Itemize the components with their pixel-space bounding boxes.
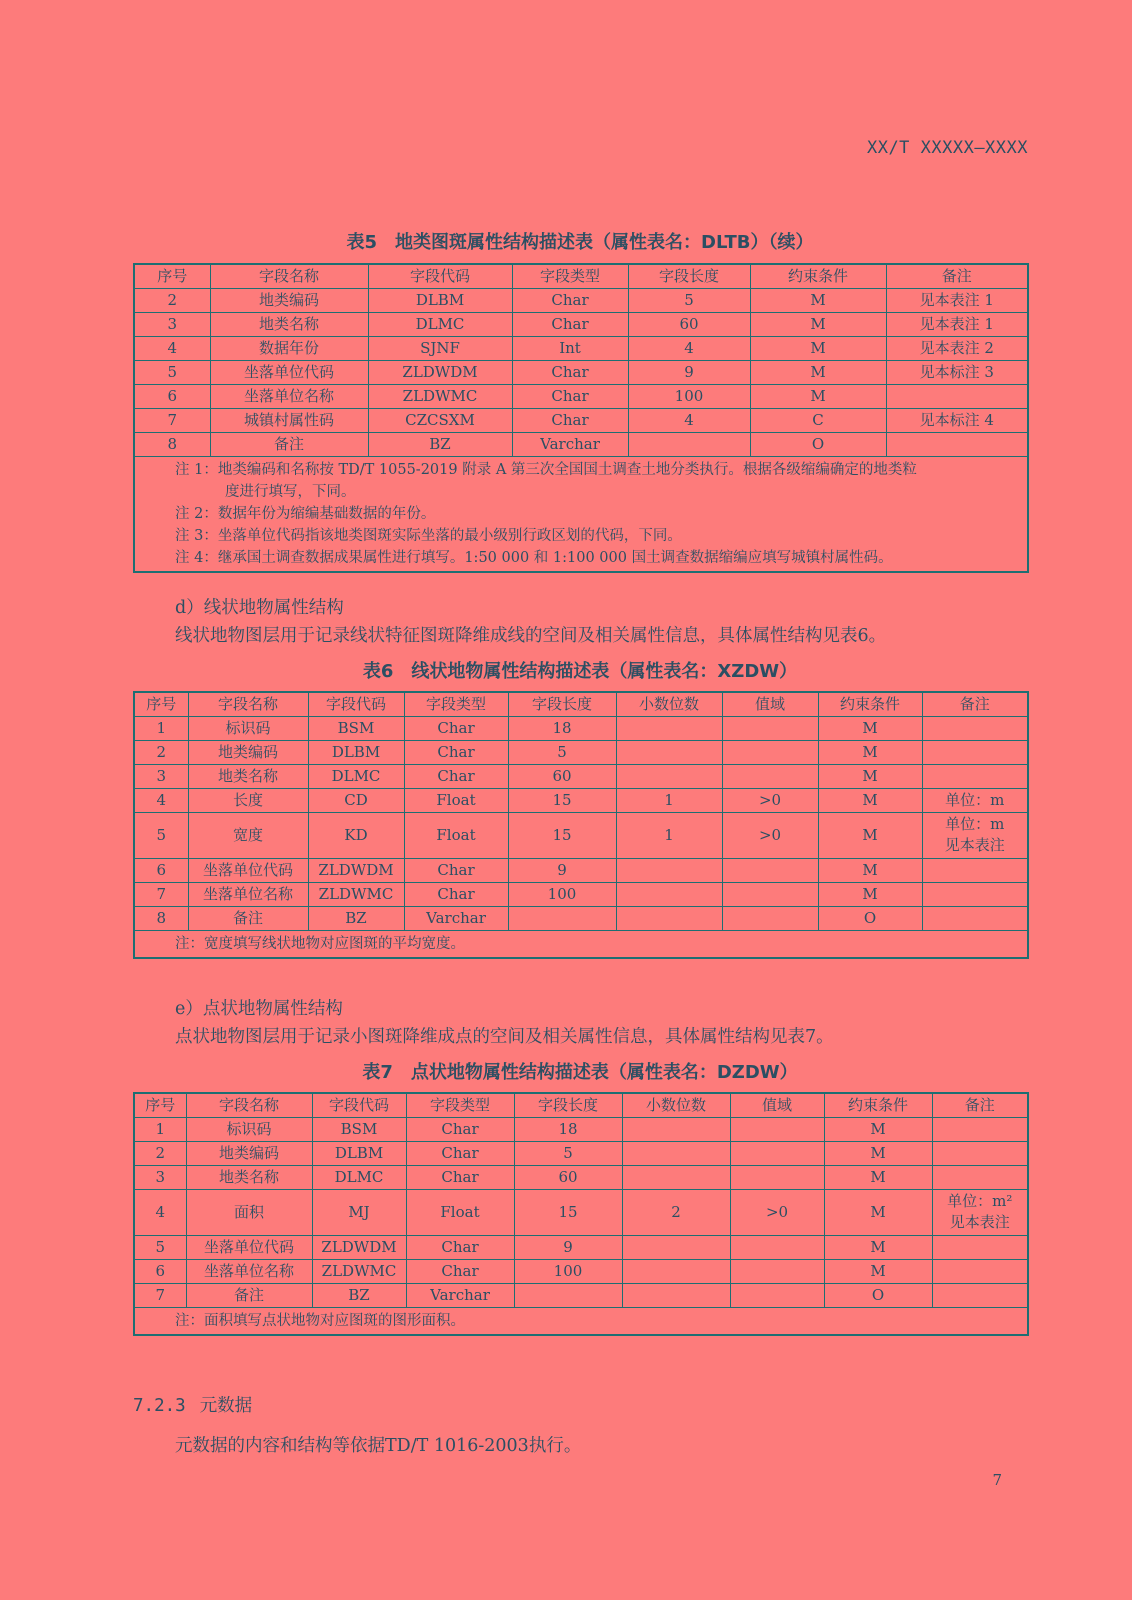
table-cell: Char: [404, 764, 508, 788]
table-row: [134, 1189, 1028, 1235]
table-cell: 5: [134, 1235, 186, 1259]
table-cell: [932, 1235, 1028, 1259]
table-cell: Char: [406, 1141, 514, 1165]
table5-header-row: [134, 264, 1028, 288]
table-cell: [730, 1259, 824, 1283]
table-cell: [932, 1189, 1028, 1235]
table-row: [134, 764, 1028, 788]
column-header: 字段类型: [406, 1093, 514, 1117]
table-cell: ZLDWDM: [308, 858, 404, 882]
table-cell: 4: [134, 1189, 186, 1235]
table-cell: >0: [730, 1189, 824, 1235]
table-cell: [622, 1141, 730, 1165]
table-cell: Char: [406, 1117, 514, 1141]
table-cell: 坐落单位名称: [188, 882, 308, 906]
table-cell: 1: [616, 812, 722, 858]
table-cell: Varchar: [512, 432, 628, 456]
column-header: 字段代码: [308, 692, 404, 716]
table5: [133, 263, 1029, 573]
table-cell: 宽度: [188, 812, 308, 858]
table-cell: Char: [512, 384, 628, 408]
table-cell: 见本表注 1: [886, 288, 1028, 312]
note-line: 注 4：继承国土调查数据成果属性进行填写。1:50 000 和 1:100 000 国土调查数据缩编应填写城镇村属性码。: [175, 549, 893, 566]
table-cell: 见本表注 2: [886, 336, 1028, 360]
table-row: [134, 1141, 1028, 1165]
column-header: 值域: [730, 1093, 824, 1117]
table-cell: 2: [134, 740, 188, 764]
table-cell: [932, 1283, 1028, 1307]
table-row: [134, 788, 1028, 812]
table-cell: 1: [616, 788, 722, 812]
table-cell: 1: [134, 1117, 186, 1141]
table-cell: 坐落单位代码: [186, 1235, 312, 1259]
table-cell: 4: [134, 336, 210, 360]
section-723-text: 元数据的内容和结构等依据TD/T 1016-2003执行。: [175, 1436, 582, 1456]
column-header: 序号: [134, 692, 188, 716]
table-cell: [722, 858, 818, 882]
table-cell: 6: [134, 1259, 186, 1283]
table-cell: 地类名称: [188, 764, 308, 788]
table-cell: Char: [406, 1235, 514, 1259]
table-cell: [932, 1259, 1028, 1283]
table-cell: BZ: [368, 432, 512, 456]
table-cell: [730, 1141, 824, 1165]
table-cell: [922, 882, 1028, 906]
table-cell: 长度: [188, 788, 308, 812]
table-cell: 8: [134, 432, 210, 456]
table-cell: 地类编码: [186, 1141, 312, 1165]
table-cell: 18: [508, 716, 616, 740]
table-cell: 坐落单位代码: [188, 858, 308, 882]
column-header: 字段名称: [188, 692, 308, 716]
table-cell: [922, 740, 1028, 764]
table-cell: Char: [406, 1259, 514, 1283]
table-note: [134, 930, 1028, 958]
table-cell: DLMC: [308, 764, 404, 788]
table-cell: ZLDWDM: [312, 1235, 406, 1259]
table-cell: 9: [508, 858, 616, 882]
table-cell: 100: [508, 882, 616, 906]
column-header: 备注: [922, 692, 1028, 716]
table-cell: M: [818, 812, 922, 858]
table-cell: [730, 1117, 824, 1141]
table-cell: 7: [134, 1283, 186, 1307]
table-cell: [622, 1117, 730, 1141]
table-cell: Varchar: [404, 906, 508, 930]
table-cell: DLBM: [312, 1141, 406, 1165]
cell-line: 见本表注: [949, 1213, 1010, 1231]
table-row: [134, 360, 1028, 384]
note-line: 注 2：数据年份为缩编基础数据的年份。: [175, 505, 436, 522]
table-cell: BSM: [308, 716, 404, 740]
table-cell: Char: [512, 360, 628, 384]
table-cell: M: [824, 1259, 932, 1283]
note-line: 注 3：坐落单位代码指该地类图斑实际坐落的最小级别行政区划的代码，下同。: [175, 527, 682, 544]
table-row: [134, 336, 1028, 360]
table-cell: 3: [134, 312, 210, 336]
table-cell: 坐落单位名称: [186, 1259, 312, 1283]
table-row: [134, 906, 1028, 930]
table-cell: 标识码: [188, 716, 308, 740]
table-cell: [932, 1165, 1028, 1189]
table-cell: 18: [514, 1117, 622, 1141]
table-cell: 1: [134, 716, 188, 740]
table-row: [134, 1283, 1028, 1307]
page-number: 7: [992, 1471, 1002, 1489]
table-cell: 面积: [186, 1189, 312, 1235]
table-note-row: [134, 1307, 1028, 1335]
note-line: 度进行填写，下同。: [225, 483, 356, 500]
table-cell: [722, 764, 818, 788]
table-row: [134, 432, 1028, 456]
table-cell: 100: [514, 1259, 622, 1283]
table-cell: 60: [508, 764, 616, 788]
table-cell: M: [824, 1117, 932, 1141]
table-cell: Char: [404, 716, 508, 740]
column-header: 约束条件: [818, 692, 922, 716]
table-cell: CZCSXM: [368, 408, 512, 432]
table-cell: M: [750, 360, 886, 384]
table-cell: Float: [404, 812, 508, 858]
column-header: 字段长度: [508, 692, 616, 716]
table-cell: Char: [406, 1165, 514, 1189]
table-cell: [722, 716, 818, 740]
table-row: [134, 384, 1028, 408]
table7-caption: 表7 点状地物属性结构描述表（属性表名：DZDW）: [362, 1062, 798, 1083]
table-cell: 15: [508, 788, 616, 812]
table-cell: 2: [622, 1189, 730, 1235]
table-cell: [730, 1165, 824, 1189]
table-cell: 8: [134, 906, 188, 930]
table-cell: M: [750, 312, 886, 336]
table-cell: M: [818, 882, 922, 906]
table-cell: [616, 882, 722, 906]
table-cell: Float: [404, 788, 508, 812]
table-cell: O: [824, 1283, 932, 1307]
table-cell: M: [750, 288, 886, 312]
table5-caption: 表5 地类图斑属性结构描述表（属性表名：DLTB）（续）: [346, 232, 814, 253]
table-cell: [628, 432, 750, 456]
table-cell: M: [824, 1141, 932, 1165]
table7-header-row: [134, 1093, 1028, 1117]
table-row: [134, 408, 1028, 432]
table-cell: [886, 384, 1028, 408]
table-row: [134, 312, 1028, 336]
table-cell: Char: [512, 408, 628, 432]
table-cell: 15: [508, 812, 616, 858]
table-cell: 标识码: [186, 1117, 312, 1141]
table-cell: M: [818, 716, 922, 740]
table-cell: 备注: [186, 1283, 312, 1307]
table-cell: 6: [134, 384, 210, 408]
table-cell: 60: [514, 1165, 622, 1189]
table-cell: 城镇村属性码: [210, 408, 368, 432]
table-cell: DLMC: [368, 312, 512, 336]
table-cell: 见本标注 4: [886, 408, 1028, 432]
column-header: 备注: [886, 264, 1028, 288]
note-line: 注：面积填写点状地物对应图斑的图形面积。: [175, 1312, 465, 1329]
section-title: 元数据: [199, 1396, 253, 1416]
table-cell: 4: [628, 336, 750, 360]
table-row: [134, 882, 1028, 906]
table-cell: 4: [134, 788, 188, 812]
table-note-row: [134, 930, 1028, 958]
table-cell: 5: [134, 812, 188, 858]
table-cell: KD: [308, 812, 404, 858]
table-cell: BSM: [312, 1117, 406, 1141]
table-cell: [616, 858, 722, 882]
table-cell: Char: [512, 288, 628, 312]
table-cell: [886, 432, 1028, 456]
column-header: 序号: [134, 1093, 186, 1117]
table-cell: MJ: [312, 1189, 406, 1235]
column-header: 字段类型: [512, 264, 628, 288]
table-cell: 坐落单位代码: [210, 360, 368, 384]
table-cell: Char: [404, 740, 508, 764]
table-cell: [722, 740, 818, 764]
table-cell: Char: [404, 858, 508, 882]
table-cell: 单位：m: [922, 788, 1028, 812]
table6-caption: 表6 线状地物属性结构描述表（属性表名：XZDW）: [362, 661, 798, 682]
table-cell: 备注: [210, 432, 368, 456]
section-723-heading: [133, 1392, 252, 1417]
table-row: [134, 1117, 1028, 1141]
table-cell: [922, 716, 1028, 740]
table-cell: [922, 906, 1028, 930]
table-cell: [616, 740, 722, 764]
table-cell: >0: [722, 812, 818, 858]
table-cell: BZ: [312, 1283, 406, 1307]
table-cell: [922, 858, 1028, 882]
table-cell: 100: [628, 384, 750, 408]
table-cell: SJNF: [368, 336, 512, 360]
table-row: [134, 812, 1028, 858]
table-cell: [922, 764, 1028, 788]
table-cell: 7: [134, 882, 188, 906]
table-cell: 见本标注 3: [886, 360, 1028, 384]
table-cell: 5: [508, 740, 616, 764]
note-line: 注 1：地类编码和名称按 TD/T 1055-2019 附录 A 第三次全国国土调查土地分类执行。根据各级缩编确定的地类粒: [175, 461, 917, 478]
table-cell: [616, 716, 722, 740]
table-cell: Char: [404, 882, 508, 906]
table-row: [134, 1165, 1028, 1189]
column-header: 字段名称: [210, 264, 368, 288]
document-id-header: XX/T XXXXX—XXXX: [866, 138, 1028, 158]
table-cell: 9: [514, 1235, 622, 1259]
table-note: [134, 456, 1028, 572]
column-header: 约束条件: [824, 1093, 932, 1117]
table-note: [134, 1307, 1028, 1335]
column-header: 字段名称: [186, 1093, 312, 1117]
table-cell: M: [818, 788, 922, 812]
table-cell: 7: [134, 408, 210, 432]
table-cell: 地类编码: [188, 740, 308, 764]
table-cell: O: [818, 906, 922, 930]
column-header: 备注: [932, 1093, 1028, 1117]
table-cell: [622, 1283, 730, 1307]
table-note-row: [134, 456, 1028, 572]
table-cell: 5: [134, 360, 210, 384]
section-e-title: e）点状地物属性结构: [175, 999, 343, 1019]
table-cell: [508, 906, 616, 930]
table-cell: ZLDWMC: [368, 384, 512, 408]
table-cell: 地类名称: [186, 1165, 312, 1189]
table-cell: 9: [628, 360, 750, 384]
table-cell: ZLDWMC: [308, 882, 404, 906]
table-cell: [722, 882, 818, 906]
table-cell: Int: [512, 336, 628, 360]
table-cell: 2: [134, 1141, 186, 1165]
table-cell: ZLDWDM: [368, 360, 512, 384]
table-cell: DLBM: [368, 288, 512, 312]
table-cell: M: [818, 764, 922, 788]
column-header: 字段类型: [404, 692, 508, 716]
column-header: 值域: [722, 692, 818, 716]
table-cell: [616, 764, 722, 788]
column-header: 字段代码: [368, 264, 512, 288]
table-cell: [722, 906, 818, 930]
cell-line: 单位：m²: [947, 1192, 1013, 1210]
table-cell: 3: [134, 1165, 186, 1189]
section-number: 7.2.3: [133, 1396, 186, 1416]
table-cell: M: [750, 384, 886, 408]
table-cell: [932, 1117, 1028, 1141]
table-row: [134, 288, 1028, 312]
table6-header-row: [134, 692, 1028, 716]
table-cell: [514, 1283, 622, 1307]
note-line: 注：宽度填写线状地物对应图斑的平均宽度。: [175, 935, 465, 952]
table-row: [134, 716, 1028, 740]
table-cell: BZ: [308, 906, 404, 930]
table-cell: 5: [514, 1141, 622, 1165]
table-cell: [922, 812, 1028, 858]
column-header: 字段代码: [312, 1093, 406, 1117]
column-header: 序号: [134, 264, 210, 288]
section-d-title: d）线状地物属性结构: [175, 598, 344, 618]
table-cell: 15: [514, 1189, 622, 1235]
table-cell: M: [818, 858, 922, 882]
table-cell: CD: [308, 788, 404, 812]
table-cell: ZLDWMC: [312, 1259, 406, 1283]
table-cell: M: [824, 1235, 932, 1259]
table-cell: 地类编码: [210, 288, 368, 312]
column-header: 小数位数: [622, 1093, 730, 1117]
table-cell: 60: [628, 312, 750, 336]
column-header: 约束条件: [750, 264, 886, 288]
table-row: [134, 1259, 1028, 1283]
table-row: [134, 740, 1028, 764]
table-cell: 坐落单位名称: [210, 384, 368, 408]
table-cell: [932, 1141, 1028, 1165]
table-cell: 2: [134, 288, 210, 312]
table-row: [134, 1235, 1028, 1259]
table-cell: [616, 906, 722, 930]
table-cell: DLMC: [312, 1165, 406, 1189]
column-header: 字段长度: [514, 1093, 622, 1117]
table-cell: 3: [134, 764, 188, 788]
table-cell: Float: [406, 1189, 514, 1235]
column-header: 小数位数: [616, 692, 722, 716]
table-cell: M: [818, 740, 922, 764]
table-cell: [622, 1259, 730, 1283]
table-cell: 见本表注 1: [886, 312, 1028, 336]
table-cell: M: [824, 1189, 932, 1235]
table-cell: 备注: [188, 906, 308, 930]
table-cell: [622, 1235, 730, 1259]
table-cell: O: [750, 432, 886, 456]
table-cell: [730, 1283, 824, 1307]
table-cell: Varchar: [406, 1283, 514, 1307]
table-cell: M: [824, 1165, 932, 1189]
section-e-text: 点状地物图层用于记录小图斑降维成点的空间及相关属性信息，具体属性结构见表7。: [175, 1027, 834, 1047]
cell-line: 单位：m: [945, 815, 1005, 833]
table-cell: [730, 1235, 824, 1259]
table-cell: Char: [512, 312, 628, 336]
column-header: 字段长度: [628, 264, 750, 288]
table-cell: DLBM: [308, 740, 404, 764]
section-d-text: 线状地物图层用于记录线状特征图斑降维成线的空间及相关属性信息，具体属性结构见表6。: [175, 626, 887, 646]
table-cell: M: [750, 336, 886, 360]
table-cell: [622, 1165, 730, 1189]
table6: [133, 691, 1029, 959]
table-cell: 4: [628, 408, 750, 432]
table-cell: 5: [628, 288, 750, 312]
table-cell: 地类名称: [210, 312, 368, 336]
table-row: [134, 858, 1028, 882]
table-cell: 6: [134, 858, 188, 882]
table-cell: 数据年份: [210, 336, 368, 360]
table7: [133, 1092, 1029, 1336]
cell-line: 见本表注: [944, 836, 1005, 854]
table-cell: C: [750, 408, 886, 432]
table-cell: >0: [722, 788, 818, 812]
